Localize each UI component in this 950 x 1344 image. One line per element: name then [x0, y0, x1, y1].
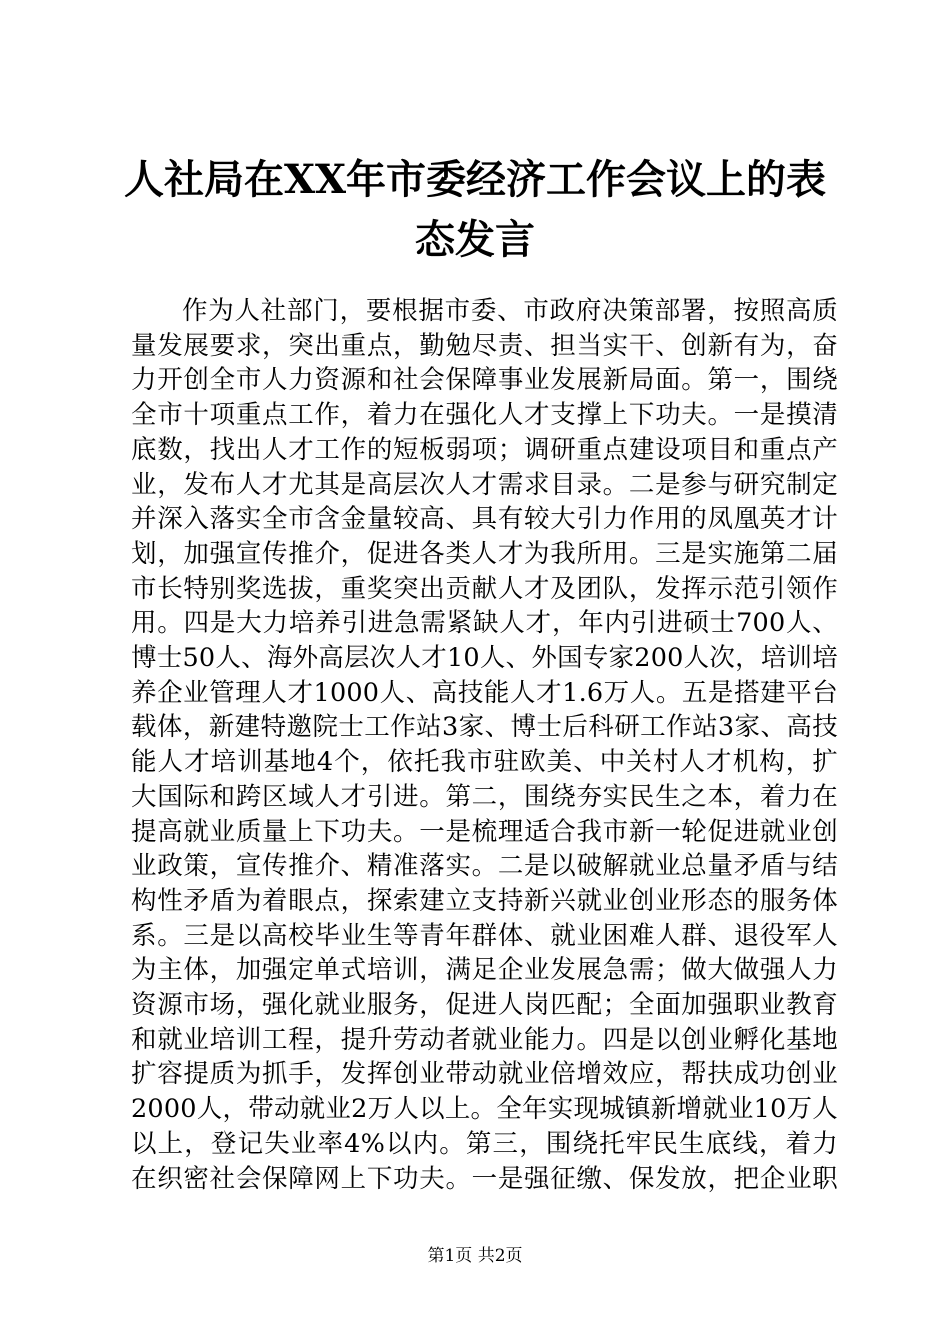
body-paragraph: 作为人社部门，要根据市委、市政府决策部署，按照高质量发展要求，突出重点，勤勉尽责、担当实干、创新有为，奋力开创全市人力资源和社会保障事业发展新局面。第一，围绕全市十项重点工作，着力在强化人才支撑上下功夫。一是摸清底数，找出人才工作的短板弱项；调研重点建设项目和重点产业，发布人才尤其是高层次人才需求目录。二是参与研究制定并深入落实全市含金量较高、具有较大引力作用的凤凰英才计划，加强宣传推介，促进各类人才为我所用。三是实施第二届市长特别奖选拔，重奖突出贡献人才及团队，发挥示范引领作用。四是大力培养引进急需紧缺人才，年内引进硕士700人、博士50人、海外高层次人才10人、外国专家200人次，培训培养企业管理人才1000人、高技能人才1.6万人。五是搭建平台载体，新建特邀院士工作站3家、博士后科研工作站3家、高技能人才培训基地4个，依托我市驻欧美、中关村人才机构，扩大国际和跨区域人才引进。第二，围绕夯实民生之本，着力在提高就业质量上下功夫。一是梳理适合我市新一轮促进就业创业政策，宣传推介、精准落实。二是以破解就业总量矛盾与结构性矛盾为着眼点，探索建立支持新兴就业创业形态的服务体系。三是以高校毕业生等青年群体、就业困难人群、退役军人为主体，加强定单式培训，满足企业发展急需；做大做强人力资源市场，强化就业服务，促进人岗匹配；全面加强职业教育和就业培训工程，提升劳动者就业能力。四是以创业孵化基地扩容提质为抓手，发挥创业带动就业倍增效应，帮扶成功创业2000人，带动就业2万人以上。全年实现城镇新增就业10万人以上，登记失业率4%以内。第三，围绕托牢民生底线，着力在织密社会保障网上下功夫。一是强征缴、保发放，把企业职: [131, 296, 838, 1194]
page-footer: 第1页 共2页: [427, 1246, 523, 1266]
document-title: 人社局在XX年市委经济工作会议上的表态发言: [123, 156, 827, 263]
